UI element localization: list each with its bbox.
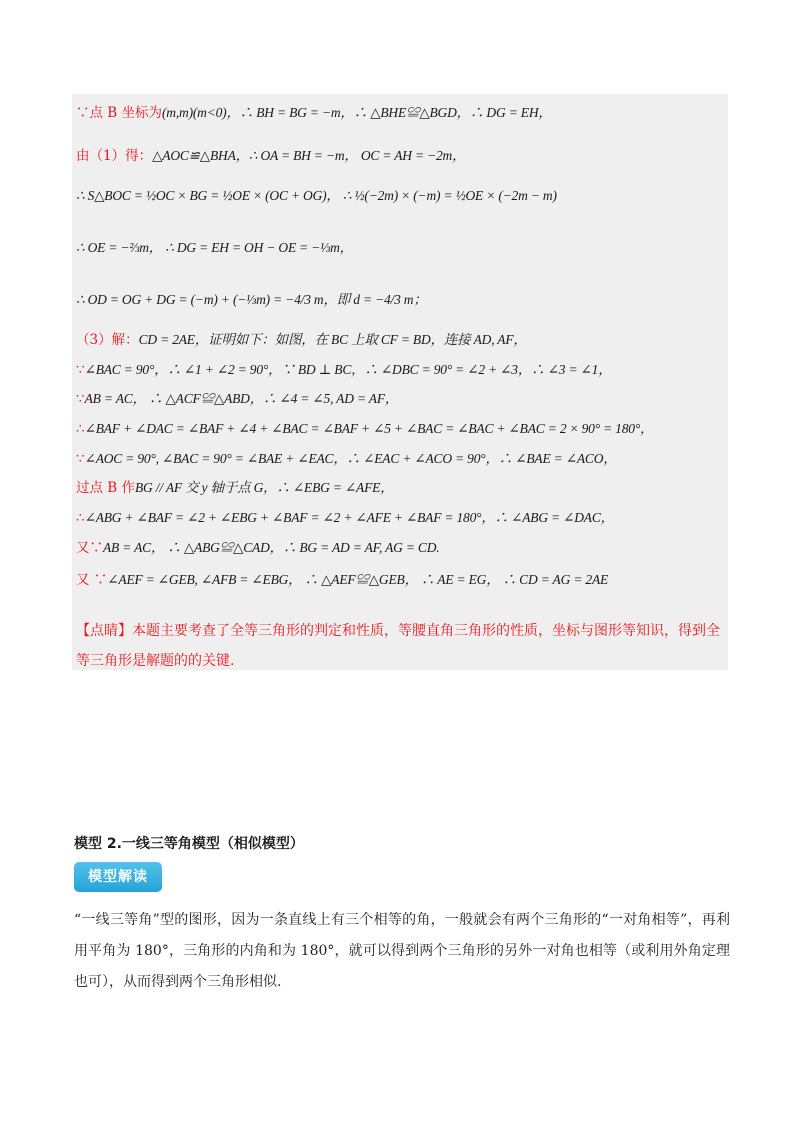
line-13-math: AB = AC， ∴ △ABG≌△CAD，∴ BG = AD = AF, AG = CD. <box>103 540 440 555</box>
solution-line-9 <box>76 419 653 439</box>
section-heading: 模型 2.一线三等角模型（相似模型） <box>74 836 304 852</box>
line-4-math: ∴ OE = −⅔m， ∴ DG = EH = OH − OE = −⅓m， <box>76 240 353 255</box>
line-2-math: △AOC≌△BHA，∴ OA = BH = −m， OC = AH = −2m， <box>152 148 466 163</box>
solution-line-6 <box>76 330 527 350</box>
line-8-math: AB = AC， ∴ △ACF≌△ABD，∴ ∠4 = ∠5, AD = AF， <box>84 391 399 406</box>
line-9-math: ∠BAF + ∠DAC = ∠BAF + ∠4 + ∠BAC = ∠BAF + ∠5 + ∠BAC = ∠BAC + ∠BAC = 2 × 90° = 180°， <box>84 421 654 436</box>
solution-line-3 <box>76 186 557 206</box>
line-14-prefix: 又 ∵ <box>76 572 108 588</box>
solution-line-5 <box>76 290 427 310</box>
line-6-prefix: （3）解： <box>76 332 139 348</box>
line-10-math: ∠AOC = 90°, ∠BAC = 90° = ∠BAE + ∠EAC，∴ ∠EAC + ∠ACO = 90°，∴ ∠BAE = ∠ACO， <box>84 451 617 466</box>
line-5-math: ∴ OD = OG + DG = (−m) + (−⅓m) = −4/3 m，即 d = −4/3 m； <box>76 292 427 307</box>
line-1-math: (m,m)(m<0)，∴ BH = BG = −m，∴ △BHE≌△BGD，∴ DG = EH， <box>162 105 552 120</box>
solution-line-1 <box>76 103 552 123</box>
line-7-prefix: ∵ <box>76 362 85 378</box>
line-9-prefix: ∴ <box>76 421 85 437</box>
line-6-math: CD = 2AE，证明如下：如图，在 BC 上取 CF = BD，连接 AD, AF， <box>138 332 527 347</box>
solution-line-2 <box>76 146 465 166</box>
line-12-prefix: ∴ <box>76 510 85 526</box>
solution-line-10 <box>76 449 617 469</box>
line-14-math: ∠AEF = ∠GEB, ∠AFB = ∠EBG， ∴ △AEF≌△GEB， ∴ AE = EG， ∴ CD = AG = 2AE <box>107 572 609 587</box>
solution-line-4 <box>76 238 353 258</box>
line-3-math: ∴ S△BOC = ½OC × BG = ½OE × (OC + OG)， ∴ ½(−2m) × (−m) = ½OE × (−2m − m) <box>76 188 557 203</box>
line-8-prefix: ∵ <box>76 391 85 407</box>
model-paragraph: “一线三等角”型的图形，因为一条直线上有三个相等的角，一般就会有两个三角形的“一对角相等”，再利用平角为 180°，三角形的内角和为 180°，就可以得到两个三角形的另外一对角也相等（或利用外角定理也可），从而得到两个三角形相似. <box>74 912 730 990</box>
model-interpretation-badge: 模型解读 <box>74 862 162 892</box>
solution-line-7 <box>76 360 612 380</box>
line-1-prefix: ∵点 B 坐标为 <box>76 105 163 121</box>
line-13-prefix: 又∵ <box>76 540 103 556</box>
solution-line-8 <box>76 389 398 409</box>
line-7-math: ∠BAC = 90°，∴ ∠1 + ∠2 = 90°，∵ BD ⊥ BC，∴ ∠DBC = 90° = ∠2 + ∠3，∴ ∠3 = ∠1， <box>84 362 612 377</box>
line-11-prefix: 过点 B 作 <box>76 480 136 496</box>
line-12-math: ∠ABG + ∠BAF = ∠2 + ∠EBG + ∠BAF = ∠2 + ∠AFE + ∠BAF = 180°，∴ ∠ABG = ∠DAC， <box>84 510 614 525</box>
solution-line-13 <box>76 538 439 558</box>
line-11-math: BG // AF 交 y 轴于点 G，∴ ∠EBG = ∠AFE， <box>135 480 394 495</box>
key-point-comment: 【点睛】本题主要考查了全等三角形的判定和性质，等腰直角三角形的性质，坐标与图形等知识，得到全等三角形是解题的的关键. <box>76 623 720 669</box>
solution-line-11 <box>76 478 394 498</box>
line-10-prefix: ∵ <box>76 451 85 467</box>
line-2-prefix: 由（1）得： <box>76 148 153 164</box>
solution-line-14 <box>76 570 608 590</box>
solution-line-12 <box>76 508 614 528</box>
